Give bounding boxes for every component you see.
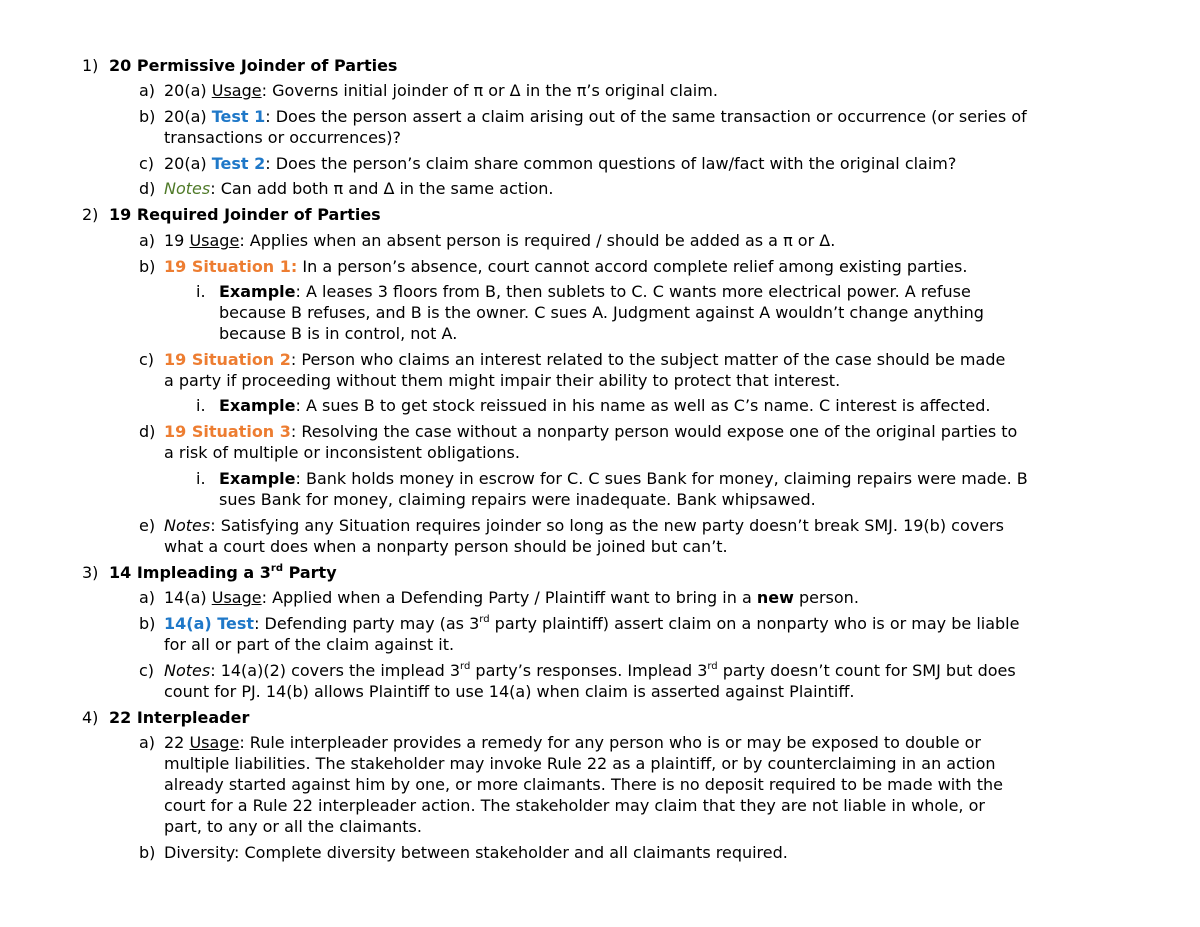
list-item-continuation: a party if proceeding without them might impair their ability to protect that interest. [164, 371, 841, 390]
list-item: 19 Situation 3: Resolving the case without a nonparty person would expose one of the original parties to [164, 422, 1018, 441]
list-item-continuation: what a court does when a nonparty person should be joined but can’t. [164, 537, 728, 556]
section-heading: 20 Permissive Joinder of Parties [109, 56, 398, 75]
example-marker: i. [196, 469, 206, 488]
section-heading: 22 Interpleader [109, 708, 250, 727]
list-item: Notes: 14(a)(2) covers the implead 3rd party’s responses. Implead 3rd party doesn’t count for SMJ but does [164, 660, 1016, 680]
item-marker: a) [139, 588, 156, 607]
list-item-continuation: court for a Rule 22 interpleader action. The stakeholder may claim that they are not liable in whole, or [164, 796, 985, 815]
example-marker: i. [196, 396, 206, 415]
list-item-continuation: a risk of multiple or inconsistent obligations. [164, 443, 520, 462]
example-item: Example: A sues B to get stock reissued in his name as well as C’s name. C interest is affected. [219, 396, 991, 415]
list-item: 19 Situation 1: In a person’s absence, court cannot accord complete relief among existing parties. [164, 257, 968, 276]
list-item: 20(a) Test 1: Does the person assert a claim arising out of the same transaction or occurrence (or series of [164, 107, 1027, 126]
example-marker: i. [196, 282, 206, 301]
list-item-continuation: multiple liabilities. The stakeholder may invoke Rule 22 as a plaintiff, or by counterclaiming in an action [164, 754, 996, 773]
section-marker: 3) [82, 563, 99, 582]
list-item: Notes: Satisfying any Situation requires joinder so long as the new party doesn’t break SMJ. 19(b) covers [164, 516, 1004, 535]
section-marker: 4) [82, 708, 99, 727]
item-marker: a) [139, 81, 156, 100]
list-item-continuation: for all or part of the claim against it. [164, 635, 455, 654]
item-marker: c) [139, 154, 155, 173]
item-marker: a) [139, 733, 156, 752]
item-marker: b) [139, 257, 156, 276]
list-item: Notes: Can add both π and Δ in the same action. [164, 179, 554, 198]
list-item: 20(a) Test 2: Does the person’s claim share common questions of law/fact with the original claim? [164, 154, 957, 173]
section-heading: 14 Impleading a 3rd Party [109, 562, 337, 582]
list-item-continuation: count for PJ. 14(b) allows Plaintiff to use 14(a) when claim is asserted against Plaintiff. [164, 682, 855, 701]
item-marker: c) [139, 661, 155, 680]
list-item: 14(a) Usage: Applied when a Defending Party / Plaintiff want to bring in a new person. [164, 588, 859, 607]
item-marker: d) [139, 422, 156, 441]
list-item: 20(a) Usage: Governs initial joinder of π or Δ in the π’s original claim. [164, 81, 718, 100]
item-marker: b) [139, 843, 156, 862]
example-item: Example: A leases 3 floors from B, then sublets to C. C wants more electrical power. A refuse [219, 282, 971, 301]
item-marker: e) [139, 516, 156, 535]
list-item: 19 Usage: Applies when an absent person is required / should be added as a π or Δ. [164, 231, 836, 250]
list-item: Diversity: Complete diversity between stakeholder and all claimants required. [164, 843, 788, 862]
section-marker: 2) [82, 205, 99, 224]
item-marker: c) [139, 350, 155, 369]
example-continuation: because B refuses, and B is the owner. C sues A. Judgment against A wouldn’t change anything [219, 303, 984, 322]
list-item: 19 Situation 2: Person who claims an interest related to the subject matter of the case should be made [164, 350, 1006, 369]
list-item-continuation: already started against him by one, or more claimants. There is no deposit required to be made with the [164, 775, 1003, 794]
item-marker: d) [139, 179, 156, 198]
section-heading: 19 Required Joinder of Parties [109, 205, 381, 224]
list-item-continuation: transactions or occurrences)? [164, 128, 401, 147]
list-item: 22 Usage: Rule interpleader provides a remedy for any person who is or may be exposed to double or [164, 733, 982, 752]
item-marker: b) [139, 107, 156, 126]
example-continuation: because B is in control, not A. [219, 324, 458, 343]
example-continuation: sues Bank for money, claiming repairs were inadequate. Bank whipsawed. [219, 490, 816, 509]
section-marker: 1) [82, 56, 99, 75]
item-marker: b) [139, 614, 156, 633]
example-item: Example: Bank holds money in escrow for C. C sues Bank for money, claiming repairs were made. B [219, 469, 1028, 488]
list-item: 14(a) Test: Defending party may (as 3rd party plaintiff) assert claim on a nonparty who is or may be liable [164, 613, 1020, 633]
item-marker: a) [139, 231, 156, 250]
list-item-continuation: part, to any or all the claimants. [164, 817, 422, 836]
